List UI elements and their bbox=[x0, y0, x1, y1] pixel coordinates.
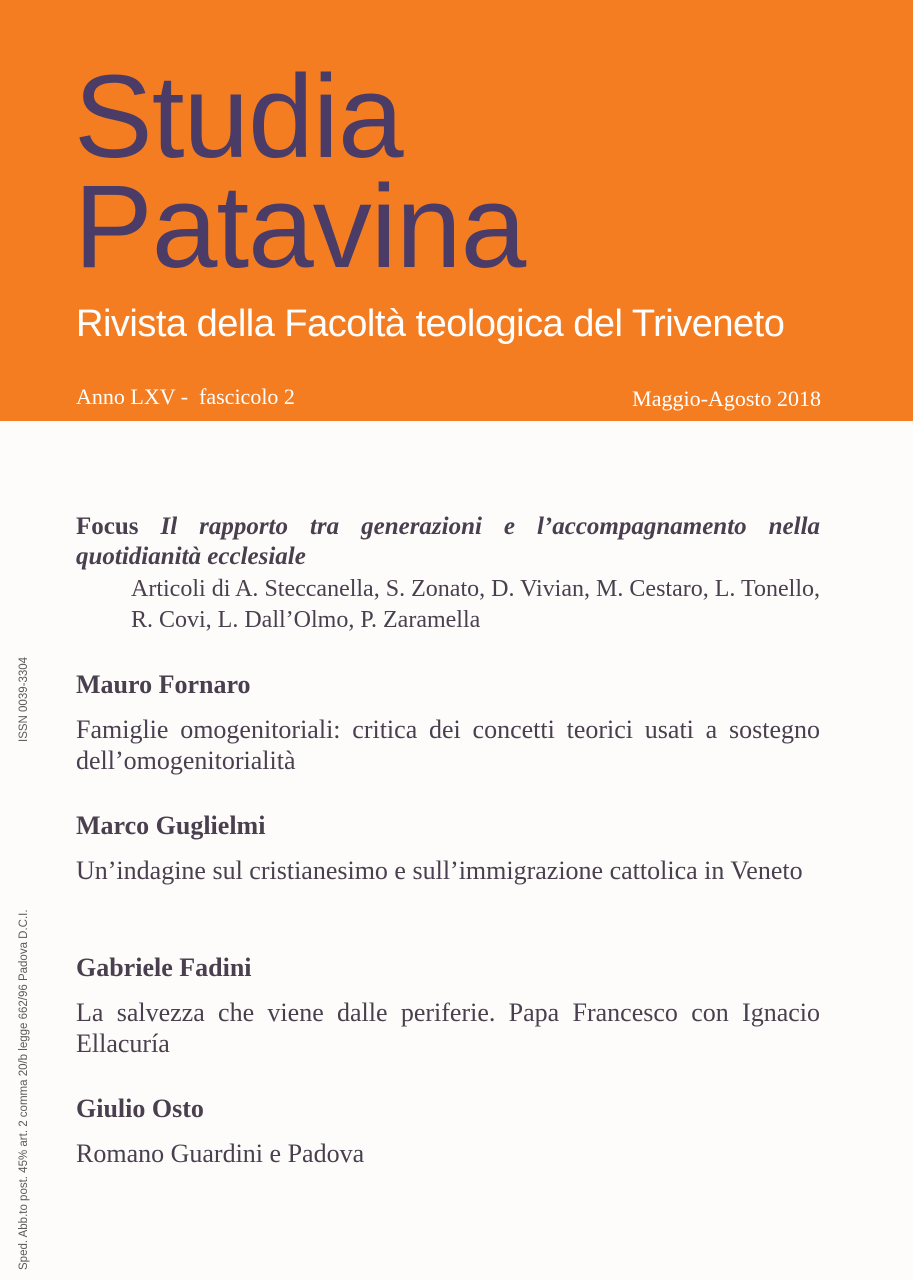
article-author: Mauro Fornaro bbox=[76, 670, 251, 699]
focus-heading bbox=[76, 512, 820, 572]
article-title: Un’indagine sul cristianesimo e sull’immigrazione cattolica in Veneto bbox=[76, 856, 803, 885]
article-author: Giulio Osto bbox=[76, 1094, 204, 1123]
journal-title-line2: Patavina bbox=[74, 161, 526, 293]
article-entry bbox=[76, 811, 820, 886]
article-author: Marco Guglielmi bbox=[76, 811, 266, 840]
article-title: Romano Guardini e Padova bbox=[76, 1139, 365, 1168]
journal-subtitle: Rivista della Facoltà teologica del Triveneto bbox=[76, 303, 785, 345]
postal-notice: Sped. Abb.to post. 45% art. 2 comma 20/b legge 662/96 Padova D.C.I. bbox=[18, 909, 30, 1270]
cover-header-band bbox=[0, 0, 913, 421]
article-title: La salvezza che viene dalle periferie. Papa Francesco con Ignacio Ellacuría bbox=[76, 998, 820, 1058]
focus-title: Il rapporto tra generazioni e l’accompagnamento nella quotidianità ecclesiale bbox=[76, 513, 821, 570]
article-author: Gabriele Fadini bbox=[76, 953, 252, 982]
article-title: Famiglie omogenitoriali: critica dei concetti teorici usati a sostegno dell’omogenitorialità bbox=[76, 715, 820, 775]
focus-authors: Articoli di A. Steccanella, S. Zonato, D. Vivian, M. Cestaro, L. Tonello, R. Covi, L. Dall’Olmo, P. Zaramella bbox=[131, 576, 820, 633]
issue-number: Anno LXV - fascicolo 2 bbox=[76, 384, 295, 409]
article-entry bbox=[76, 953, 820, 1059]
journal-title-line1: Studia bbox=[74, 51, 403, 183]
article-entry bbox=[76, 670, 820, 776]
focus-section bbox=[76, 512, 820, 636]
focus-label: Focus bbox=[76, 513, 139, 540]
issue-date: Maggio-Agosto 2018 bbox=[632, 386, 821, 411]
article-entry bbox=[76, 1094, 820, 1169]
issn-label: ISSN 0039-3304 bbox=[18, 656, 30, 742]
